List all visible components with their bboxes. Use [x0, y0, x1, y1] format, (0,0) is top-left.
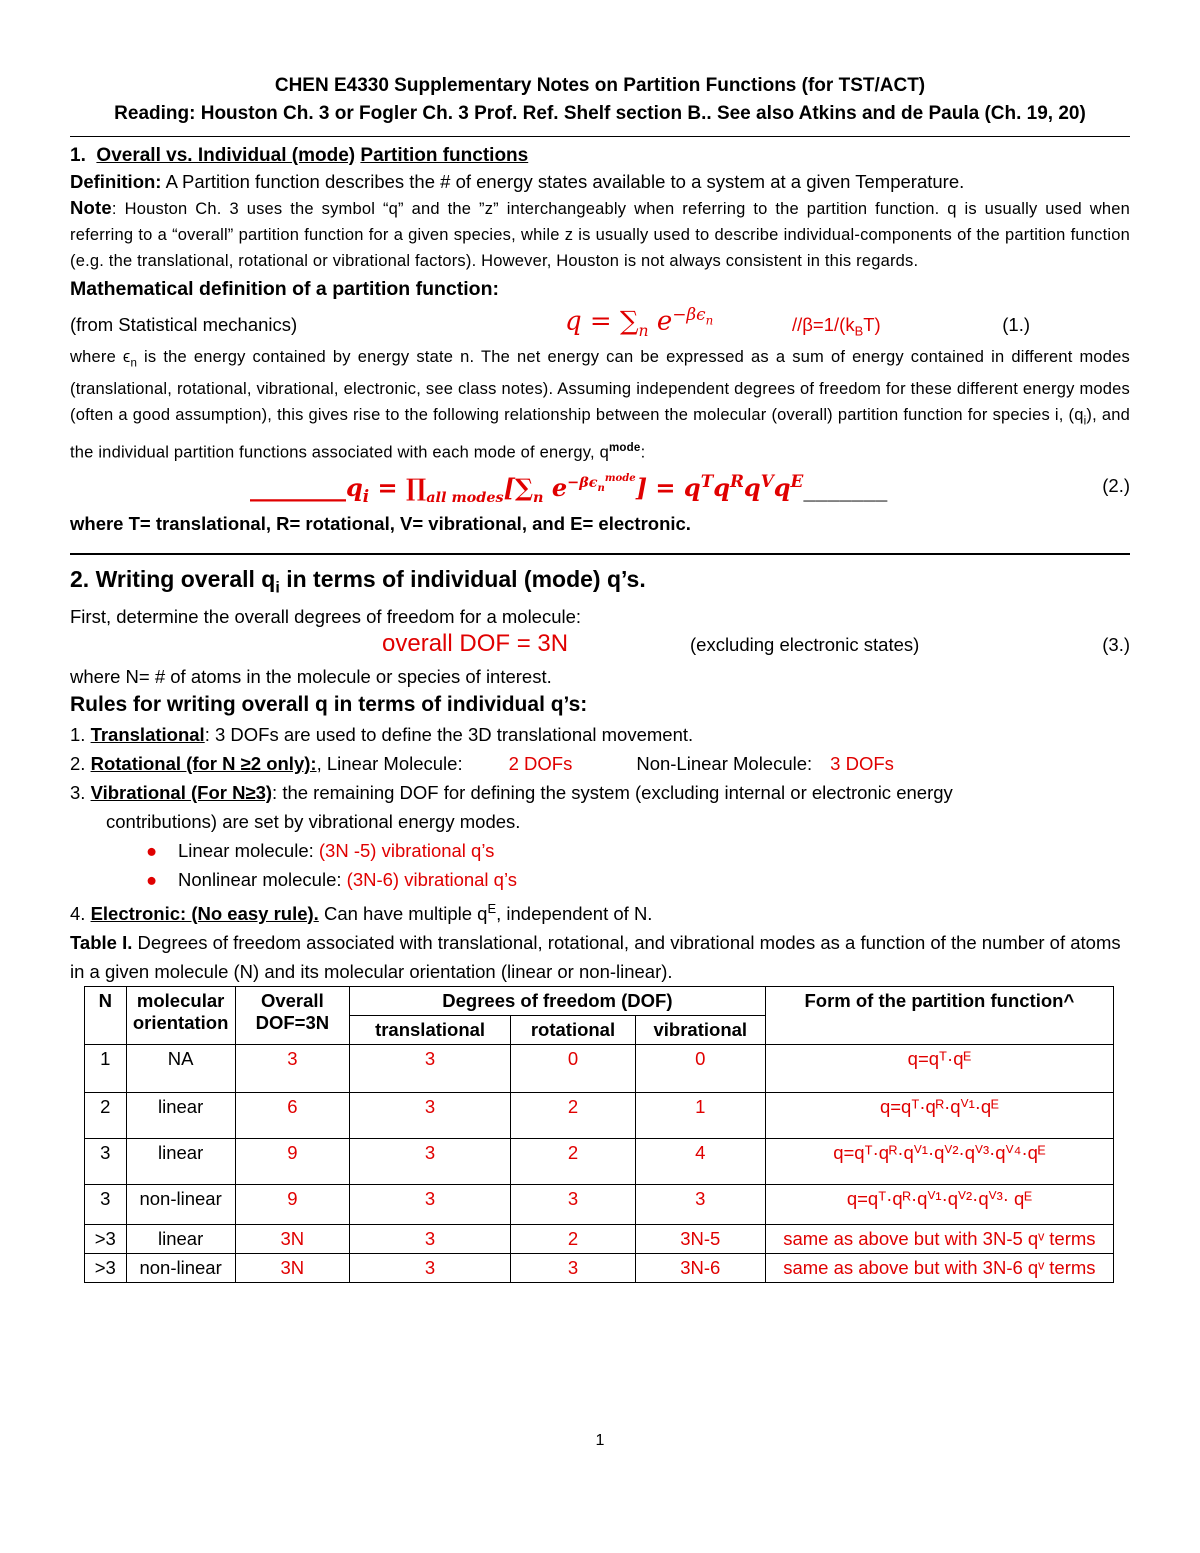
col-header-orientation: molecular orientation	[126, 986, 235, 1044]
table-row: >3 non-linear 3N 3 3 3N-6 same as above but with 3N-6 qᵛ terms	[85, 1253, 1114, 1282]
doc-reading: Reading: Houston Ch. 3 or Fogler Ch. 3 Prof. Ref. Shelf section B.. See also Atkins and de Paula (Ch. 19, 20)	[114, 103, 1086, 124]
table-row: 3 non-linear 9 3 3 3 q=qᵀ·qᴿ·qⱽ¹·qⱽ²·qⱽ³· qᴱ	[85, 1184, 1114, 1224]
bullet-dot-icon: ●	[146, 839, 158, 861]
n-definition: where N= # of atoms in the molecule or species of interest.	[70, 665, 552, 687]
bullet-linear: ● Linear molecule: (3N -5) vibrational q’s	[70, 836, 1130, 865]
rule-electronic: 4. Electronic: (No easy rule). Can have multiple $q^E$, independent of N.	[70, 900, 653, 924]
equation-2: $\_\_\_\_\_\_\_\_q_i$ = $\prod_{all modes}[\sum_n$ $e^{-\beta\epsilon_n^{mode}}$] = $q^Tq^Rq^Vq^E\_\_\_\_\_\_\_$ (2.)	[250, 471, 1130, 506]
divider	[70, 553, 1130, 555]
table-row: 2 linear 6 3 2 1 q=qᵀ·qᴿ·qⱽ¹·qᴱ	[85, 1092, 1114, 1138]
section-1-heading: 1. Overall vs. Individual (mode) Partition functions	[70, 145, 529, 166]
doc-title: CHEN E4330 Supplementary Notes on Partition Functions (for TST/ACT)	[274, 75, 926, 96]
rule-vibrational-cont: contributions) are set by vibrational energy modes.	[106, 810, 521, 832]
table-row: 1 NA 3 3 0 0 q=qᵀ·qᴱ	[85, 1044, 1114, 1092]
rule-vibrational: 3. Vibrational (For N≥3): the remaining DOF for defining the system (excluding internal or electronic energy	[70, 781, 953, 803]
definition: Definition: A Partition function describes the # of energy states available to a system at a given Temperature.	[70, 171, 965, 192]
document-page	[70, 72, 1130, 1283]
col-header-form: Form of the partition function^	[765, 986, 1113, 1044]
table-row: 3 linear 9 3 2 4 q=qᵀ·qᴿ·qⱽ¹·qⱽ²·qⱽ³·qⱽ⁴·qᴱ	[85, 1138, 1114, 1184]
rules-heading: Rules for writing overall q in terms of individual q’s:	[70, 692, 588, 716]
math-definition-heading: Mathematical definition of a partition function:	[70, 278, 499, 300]
equation-1: (from Statistical mechanics) $q = \sum_n$ $e^{-\beta\epsilon_n}$ $//\beta=1/(k_BT)$ (1.)	[70, 304, 1030, 340]
partition-sum-formula: $q = \sum_n$ $e^{-\beta\epsilon_n}$	[565, 304, 714, 340]
bullet-nonlinear: ● Nonlinear molecule: (3N-6) vibrational q’s	[70, 865, 1130, 894]
col-header-rotational: rotational	[511, 1015, 636, 1044]
col-header-vibrational: vibrational	[635, 1015, 765, 1044]
bullet-dot-icon: ●	[146, 868, 158, 890]
col-header-overall: Overall DOF=3N	[235, 986, 349, 1044]
section-2-heading: 2. Writing overall $q_i$ in terms of individual (mode) q’s.	[70, 566, 646, 597]
product-formula: $\_\_\_\_\_\_\_\_q_i$ = $\prod_{all modes}[\sum_n$ $e^{-\beta\epsilon_n^{mode}}$] = $q^Tq^Rq^Vq^E\_\_\_\_\_\_\_$	[250, 471, 888, 506]
dof-intro: First, determine the overall degrees of freedom for a molecule:	[70, 605, 582, 627]
mode-legend: where T= translational, R= rotational, V= vibrational, and E= electronic.	[70, 513, 691, 535]
divider	[70, 136, 1130, 137]
col-header-dof: Degrees of freedom (DOF)	[350, 986, 766, 1015]
rule-translational: 1. Translational: 3 DOFs are used to define the 3D translational movement.	[70, 723, 694, 745]
where-paragraph: where $\epsilon_n$ is the energy contained by energy state n. The net energy can be expressed as a sum of energy contained in different modes (translational, rotational, vibrational, electronic, see class notes). Assuming independent degrees of freedom for these different energy modes (often a good assumption), this gives rise to the following relationship between the molecular (overall) partition function for species i, $(q_i)$, and the individual partition functions associated with each mode of energy, $q^{mode}$:	[70, 348, 1131, 462]
dof-table	[84, 986, 1114, 1283]
table-caption: Table I. Degrees of freedom associated with translational, rotational, and vibrational modes as a function of the number of atoms in a given molecule (N) and its molecular orientation (linear or non-linear).	[70, 931, 1121, 982]
rule-rotational: 2. Rotational (for N ≥2 only):, Linear Molecule: 2 DOFs Non-Linear Molecule: 3 DOFs	[70, 752, 894, 774]
table-row: >3 linear 3N 3 2 3N-5 same as above but with 3N-5 qᵛ terms	[85, 1224, 1114, 1253]
col-header-translational: translational	[350, 1015, 511, 1044]
col-header-n: N	[85, 986, 127, 1044]
note-paragraph: Note: Houston Ch. 3 uses the symbol “q” and the ”z” interchangeably when referring to the partition function. q is usually used when referring to a “overall” partition function for a given species, while z is usually used to describe individual-components of the partition function (e.g. the translational, rotational or vibrational factors). However, Houston is not always consistent in this regards.	[70, 197, 1130, 270]
equation-3: overall DOF = 3N (excluding electronic states) (3.)	[382, 629, 1130, 657]
page-number: 1	[595, 1432, 605, 1449]
rules-list	[70, 720, 1130, 986]
